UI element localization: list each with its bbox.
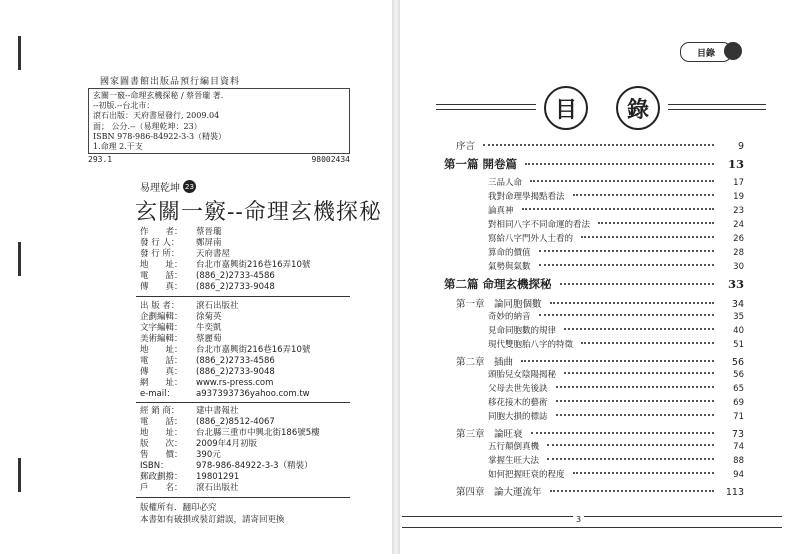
info-key: 電 話： (140, 356, 183, 366)
toc-entry[interactable] (488, 454, 744, 466)
toc-label: 寫給八字門外人士看的 (488, 234, 574, 244)
toc-page: 94 (733, 470, 744, 480)
dot-leader (564, 328, 714, 330)
toc-entry[interactable] (488, 338, 744, 350)
dot-leader (564, 372, 714, 374)
info-row (140, 367, 310, 378)
info-value: a937393736yahoo.com.tw (196, 389, 310, 399)
info-value: 978-986-84922-3-3（精裝） (196, 461, 313, 471)
info-key: 美術編輯： (140, 334, 183, 344)
toc-entry[interactable] (488, 232, 744, 244)
toc-page: 34 (731, 299, 744, 310)
series-number-badge: 23 (183, 180, 196, 193)
toc-entry[interactable] (488, 324, 744, 336)
info-key: 地 址： (140, 345, 183, 355)
toc-page: 33 (727, 277, 744, 291)
series-name: 易理乾坤 (140, 183, 180, 194)
cip-number: 98002434 (311, 155, 350, 164)
toc-page: 28 (733, 248, 744, 258)
toc-label: 頭胎兒女陰陽揭秘 (488, 370, 557, 380)
info-value: 滾石出版社 (196, 483, 239, 493)
info-key: ISBN： (140, 461, 169, 471)
info-key: e-mail： (140, 389, 176, 399)
dot-leader (547, 444, 714, 446)
toc-page: 40 (733, 326, 744, 336)
info-value: 滾石出版社 (196, 301, 239, 311)
header-tag: 目錄 (680, 42, 732, 62)
toc-entry[interactable] (456, 426, 744, 440)
toc-entry[interactable] (488, 468, 744, 480)
flower-ornament-icon (724, 42, 742, 60)
toc-page: 26 (733, 234, 744, 244)
author-block (140, 227, 310, 293)
dot-leader (560, 283, 714, 285)
info-value: 天府書屋 (196, 249, 231, 259)
divider (136, 296, 350, 297)
toc-page: 65 (733, 384, 744, 394)
toc-entry[interactable] (488, 368, 744, 380)
info-key: 經 銷 商： (140, 406, 180, 416)
info-value: (886_2)8512-4067 (196, 417, 275, 427)
toc-label: 第二篇 命理玄機探秘 (444, 277, 552, 291)
cip-class: 293.1 (88, 155, 113, 164)
dot-leader (581, 236, 714, 238)
toc-page: 23 (733, 206, 744, 216)
dot-leader (581, 342, 714, 344)
info-value: 鄭屏南 (196, 238, 222, 248)
damage-notice: 本書如有破損或裝訂錯誤，請寄回更換 (140, 515, 285, 525)
toc-page: 71 (733, 412, 744, 422)
info-value: 建中書報社 (196, 406, 239, 416)
toc-page: 113 (725, 487, 744, 498)
dot-leader (530, 180, 714, 182)
cip-title: 國家圖書館出版品預行編目資料 (100, 77, 241, 87)
toc-entry[interactable] (488, 382, 744, 394)
info-row (140, 356, 310, 367)
heading-char: 錄 (616, 86, 660, 130)
toc-entry[interactable] (488, 310, 744, 322)
toc-label: 氣勢與氣數 (488, 262, 531, 272)
info-key: 售 價： (140, 450, 183, 460)
cip-line: 玄關一竅--命理玄機探秘 / 蔡晉瓏 著. (93, 91, 224, 100)
dot-leader (522, 208, 714, 210)
info-row (140, 439, 320, 450)
toc-label: 第三章 論旺衰 (456, 429, 523, 440)
toc-label: 第一章 論同胞個數 (456, 299, 542, 310)
toc-entry[interactable] (488, 440, 744, 452)
toc-page: 30 (733, 262, 744, 272)
info-key: 地 址： (140, 428, 183, 438)
toc-entry[interactable] (488, 410, 744, 422)
dot-leader (539, 314, 714, 316)
dot-leader (573, 194, 714, 196)
toc-entry[interactable] (456, 138, 744, 152)
publisher-block (140, 301, 310, 400)
toc-page: 69 (733, 398, 744, 408)
dot-leader (556, 414, 714, 416)
info-row (140, 472, 320, 483)
info-row (140, 483, 320, 494)
toc-page: 88 (733, 456, 744, 466)
toc-page: 74 (733, 442, 744, 452)
info-row (140, 406, 320, 417)
info-row (140, 282, 310, 293)
info-key: 戶 名： (140, 483, 183, 493)
cip-line: 滾石出版：天府書屋發行, 2009.04 (93, 111, 220, 121)
toc-label: 移花接木的藝術 (488, 398, 548, 408)
toc-label: 算命的價值 (488, 248, 531, 258)
dot-leader (598, 222, 714, 224)
info-key: 文字編輯： (140, 323, 183, 333)
toc-entry[interactable] (444, 276, 744, 292)
cip-line: ISBN 978-986-84922-3-3（精裝） (93, 131, 227, 141)
info-value: www.rs-press.com (196, 378, 274, 388)
dot-leader (539, 250, 714, 252)
dot-leader (531, 432, 714, 434)
info-row (140, 450, 320, 461)
dot-leader (483, 144, 714, 146)
toc-entry[interactable] (488, 204, 744, 216)
info-value: 台北縣三重市中興北街186號5樓 (196, 428, 320, 438)
rights-notice (140, 502, 285, 526)
info-value: (886_2)2733-4586 (196, 271, 275, 281)
toc-entry[interactable] (488, 246, 744, 258)
binding-mark (18, 458, 21, 492)
toc-label: 序言 (456, 141, 476, 152)
info-value: 台北市嘉興街216巷16弄10號 (196, 345, 311, 355)
info-key: 電 話： (140, 271, 183, 281)
toc-page: 17 (733, 178, 744, 188)
info-key: 發 行 人： (140, 238, 180, 248)
divider (136, 402, 350, 403)
info-row (140, 271, 310, 282)
info-row (140, 378, 310, 389)
diamond-border-right (668, 104, 766, 110)
info-value: 2009年4月初版 (196, 439, 258, 449)
toc-page: 24 (733, 220, 744, 230)
info-row (140, 389, 310, 400)
toc-page: 19 (733, 192, 744, 202)
cip-line: 面； 公分.--（易理乾坤：23） (93, 121, 202, 131)
info-value: (886_2)2733-4586 (196, 356, 275, 366)
cip-footer (88, 155, 350, 164)
series-label (140, 179, 196, 194)
info-row (140, 417, 320, 428)
toc-entry[interactable] (488, 176, 744, 188)
info-value: (886_2)2733-9048 (196, 367, 275, 377)
info-value: 蔡麗萄 (196, 334, 222, 344)
info-row (140, 461, 320, 472)
info-value: 19801291 (196, 472, 240, 482)
toc-label: 三品人命 (488, 178, 523, 188)
info-row (140, 428, 320, 439)
cip-line: --初版.--台北市： (93, 101, 155, 111)
info-value: 蔡晉瓏 (196, 227, 222, 237)
binding-mark (18, 242, 21, 276)
toc-page: 51 (733, 340, 744, 350)
toc-label: 第四章 論大運流年 (456, 487, 542, 498)
info-key: 傳 真： (140, 282, 183, 292)
info-key: 出 版 者： (140, 301, 180, 311)
dot-leader (550, 302, 714, 304)
binding-mark (18, 36, 21, 70)
info-row (140, 312, 310, 323)
diamond-border-left (436, 104, 536, 110)
toc-label: 同胞大損的標誌 (488, 412, 548, 422)
heading-char: 目 (544, 86, 588, 130)
toc-entry[interactable] (456, 484, 744, 498)
info-key: 發 行 所： (140, 249, 180, 259)
copyright-line: 版權所有．翻印必究 (140, 503, 217, 513)
book-title: 玄關一竅--命理玄機探秘 (135, 200, 382, 225)
info-key: 企劃編輯： (140, 312, 183, 322)
toc-page: 9 (737, 141, 744, 152)
toc-entry[interactable] (488, 190, 744, 202)
toc-page: 56 (733, 370, 744, 380)
info-row (140, 301, 310, 312)
toc-label: 五行顛倒真機 (488, 442, 540, 452)
info-row (140, 345, 310, 356)
toc-entry[interactable] (456, 354, 744, 368)
dot-leader (550, 490, 714, 492)
toc-label: 父母去世先後訣 (488, 384, 548, 394)
info-row (140, 260, 310, 271)
toc-page: 73 (731, 429, 744, 440)
dot-leader (521, 360, 714, 362)
toc-entry[interactable] (444, 156, 744, 172)
info-value: 徐菊英 (196, 312, 222, 322)
toc-entry[interactable] (488, 218, 744, 230)
toc-label: 第二章 插曲 (456, 357, 514, 368)
toc-entry[interactable] (456, 296, 744, 310)
info-row (140, 238, 310, 249)
info-row (140, 323, 310, 334)
toc-label: 我對命理學揭點看法 (488, 192, 565, 202)
toc-label: 對相同八字不同命運的看法 (488, 220, 591, 230)
dot-leader (573, 472, 714, 474)
info-row (140, 334, 310, 345)
toc-page: 35 (733, 312, 744, 322)
toc-page: 13 (727, 157, 744, 171)
dot-leader (556, 400, 714, 402)
toc-page: 56 (731, 357, 744, 368)
dot-leader (539, 264, 714, 266)
info-row (140, 249, 310, 260)
info-key: 版 次： (140, 439, 183, 449)
info-key: 地 址： (140, 260, 183, 270)
info-value: 台北市嘉興街216巷16弄10號 (196, 260, 311, 270)
distribution-block (140, 406, 320, 494)
info-value: 牛奕凱 (196, 323, 222, 333)
info-key: 網 址： (140, 378, 183, 388)
dot-leader (556, 386, 714, 388)
footer-ornament (402, 516, 782, 528)
dot-leader (547, 458, 714, 460)
toc-label: 掌握生旺大法 (488, 456, 540, 466)
left-page (0, 0, 396, 554)
toc-label: 第一篇 開卷篇 (444, 157, 518, 171)
info-value: 390元 (196, 450, 221, 460)
info-row (140, 227, 310, 238)
cip-line: 1.命理 2.干支 (93, 142, 143, 152)
toc-label: 論真神 (488, 206, 514, 216)
toc-label: 奇妙的納音 (488, 312, 531, 322)
info-key: 作 者： (140, 227, 183, 237)
cip-record (88, 88, 350, 154)
info-value: (886_2)2733-9048 (196, 282, 275, 292)
dot-leader (525, 163, 714, 165)
contents-heading (436, 86, 766, 126)
info-key: 郵政劃撥： (140, 472, 183, 482)
toc-label: 現代雙胞胎八字的特徵 (488, 340, 574, 350)
divider (136, 497, 350, 498)
toc-entry[interactable] (488, 396, 744, 408)
info-key: 傳 真： (140, 367, 183, 377)
page-number: 3 (573, 515, 584, 524)
toc-entry[interactable] (488, 260, 744, 272)
toc-label: 見命同胞數的規律 (488, 326, 557, 336)
info-key: 電 話： (140, 417, 183, 427)
toc-label: 如何把握旺衰的程度 (488, 470, 565, 480)
